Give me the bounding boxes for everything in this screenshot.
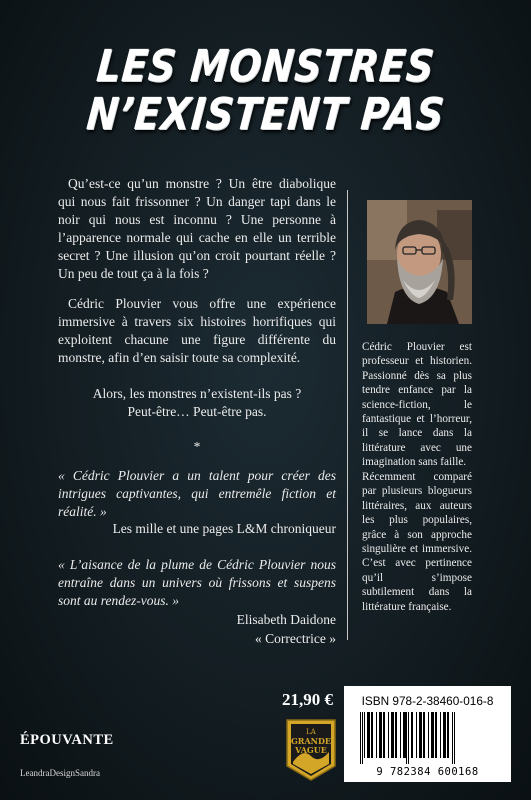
logo-text-line1: LA: [306, 728, 316, 736]
author-bio-2: Récemment comparé par plusieurs blogueurs littéraires, aux auteurs les plus populaires, grâce à son approche singulière et immersive. C’est avec pertinence qu’il s’impose subtilement dans la littérature française.: [362, 471, 472, 613]
quote-2-source: [58, 610, 336, 648]
separator: *: [193, 439, 201, 454]
blurb-paragraph-2: Cédric Plouvier vous offre une expérience immersive à travers six histoires horrifiques qui exploitent chacune une figure différente du monstre, afin d’en saisir toute sa complexité.: [58, 296, 336, 365]
cover-title-line1: LES MONSTRES: [94, 41, 437, 92]
quote-2-source-name: Elisabeth Daidone: [236, 612, 336, 627]
author-photo-illustration: [367, 200, 472, 324]
logo-text-line3: VAGUE: [295, 745, 327, 755]
design-credit: LeandraDesignSandra: [20, 768, 100, 778]
logo-text-line2: GRANDE: [290, 736, 332, 746]
column-divider: [347, 190, 348, 640]
quote-2-text: « L’aisance de la plume de Cédric Plouvier nous entraîne dans un univers où frissons et suspens sont au rendez-vous. »: [58, 557, 336, 608]
barcode-bars: [358, 712, 498, 764]
price: 21,90 €: [282, 690, 333, 709]
quote-2-source-role: « Correctrice »: [255, 631, 336, 646]
isbn-text: ISBN 978-2-38460-016-8: [361, 694, 494, 708]
blurb-question-line2: Peut-être… Peut-être pas.: [127, 404, 267, 419]
blurb-question-line1: Alors, les monstres n’existent-ils pas ?: [92, 386, 302, 401]
author-photo: [367, 200, 472, 324]
genre-label: ÉPOUVANTE: [20, 732, 114, 748]
blurb-paragraph-1: Qu’est-ce qu’un monstre ? Un être diabolique qui nous fait frissonner ? Un danger tapi dans le noir qui nous est inconnu ? Une personne à l’apparence normale qui cache en elle un terrible secret ? Une illusion qu’on croit pourtant réelle ? Un peu de tout ça à la fois ?: [58, 176, 336, 281]
ean-number: 9 782384 600168: [376, 766, 479, 778]
blurb-question: [58, 385, 336, 421]
quote-1-source: Les mille et une pages L&M chroniqueur: [112, 521, 336, 536]
cover-title-line2: N’EXISTENT PAS: [84, 89, 447, 140]
author-bio-1: Cédric Plouvier est professeur et historien. Passionné dès sa plus tendre enfance par la science-fiction, le fantastique et l’horreur, il se lance dans la littérature avec une imagination sans faille.: [362, 341, 472, 469]
publisher-logo: [283, 718, 339, 782]
quote-1-text: « Cédric Plouvier a un talent pour créer des intrigues captivantes, qui entremêle fiction et réalité. »: [58, 468, 336, 519]
barcode: [344, 686, 511, 782]
